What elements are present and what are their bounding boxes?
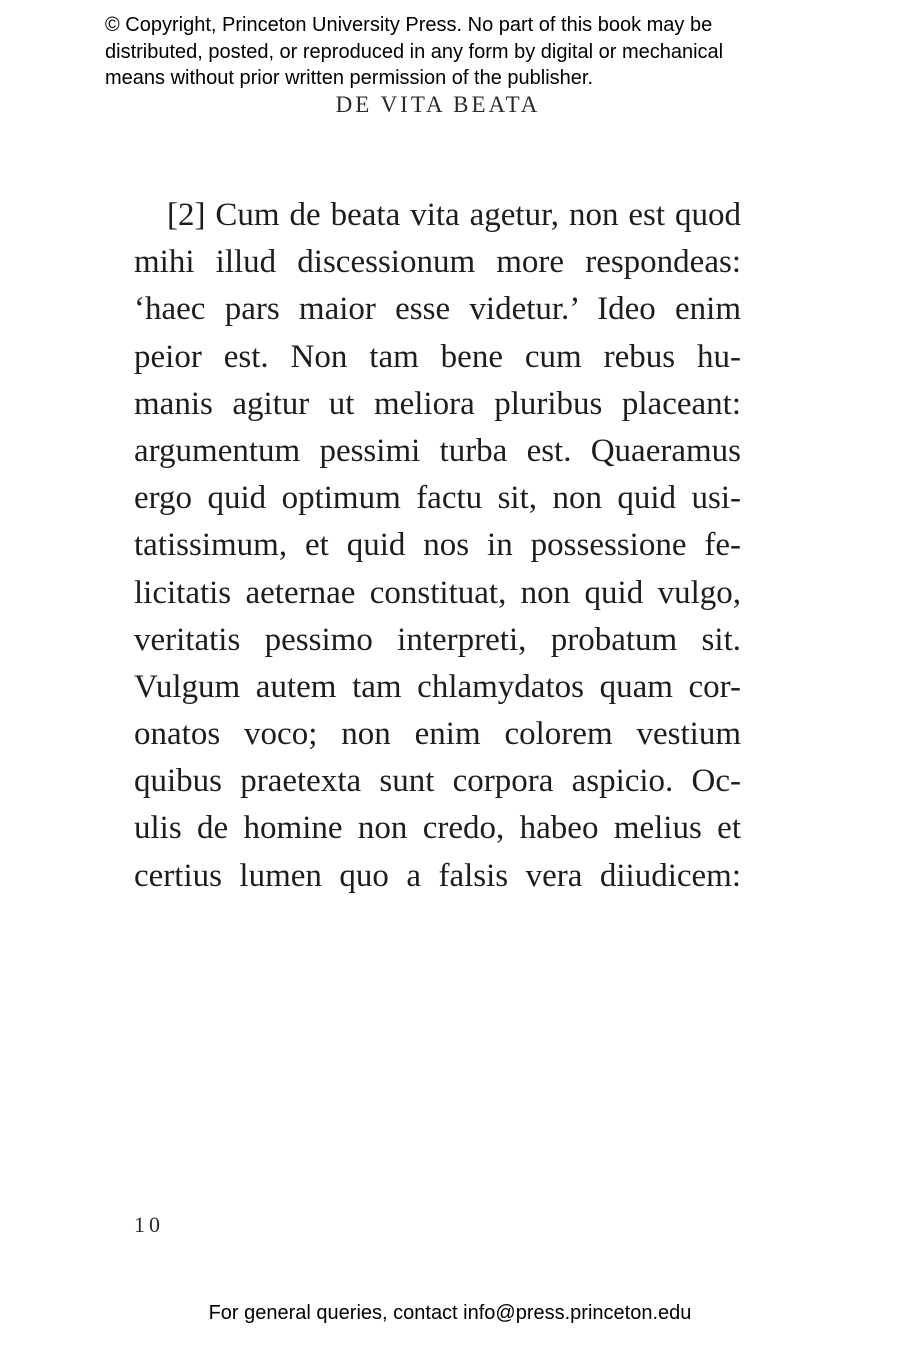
copyright-line-3: means without prior written permission of the publisher.: [105, 67, 594, 89]
body-line-6: argumentum pessimi turba est. Quaeramus: [134, 432, 741, 469]
body-line-1: [2] Cum de beata vita agetur, non est quod: [167, 197, 741, 233]
page-number: 10: [134, 1212, 164, 1237]
copyright-notice: [105, 12, 865, 92]
body-line-12: onatos voco; non enim colorem vestium: [134, 716, 741, 753]
footer-contact-note: For general queries, contact info@press.princeton.edu: [208, 1302, 692, 1324]
copyright-line-2: distributed, posted, or reproduced in any form by digital or mechanical: [105, 40, 724, 63]
body-line-3: ‘haec pars maior esse videtur.’ Ideo enim: [134, 291, 741, 328]
copyright-line-1: © Copyright, Princeton University Press. No part of this book may be: [105, 14, 713, 36]
body-line-14: ulis de homine non credo, habeo melius et: [134, 810, 741, 847]
body-line-15: certius lumen quo a falsis vera diiudicem:: [134, 857, 741, 894]
body-paragraph: [134, 192, 741, 900]
body-line-4: peior est. Non tam bene cum rebus hu-: [134, 338, 741, 375]
body-line-5: manis agitur ut meliora pluribus placeant:: [134, 385, 741, 422]
body-line-2: mihi illud discessionum more respondeas:: [134, 244, 741, 281]
body-line-8: tatissimum, et quid nos in possessione fe-: [134, 527, 741, 564]
body-line-7: ergo quid optimum factu sit, non quid usi-: [134, 480, 741, 517]
body-line-11: Vulgum autem tam chlamydatos quam cor-: [134, 668, 741, 705]
body-line-9: licitatis aeternae constituat, non quid vulgo,: [134, 574, 741, 611]
running-head: DE VITA BEATA: [335, 92, 541, 117]
body-line-13: quibus praetexta sunt corpora aspicio. Oc-: [134, 763, 741, 800]
body-line-10: veritatis pessimo interpreti, probatum sit.: [134, 621, 741, 658]
